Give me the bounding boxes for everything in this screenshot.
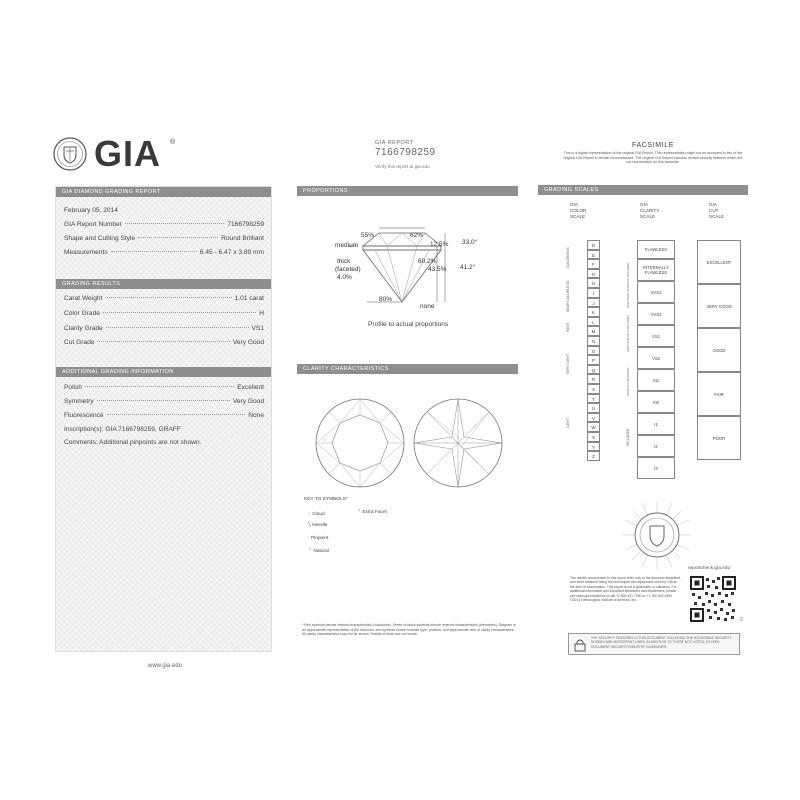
color-grade-z: Z — [587, 451, 600, 461]
clarity-grade-internally-flawless: INTERNALLY FLAWLESS — [637, 259, 675, 281]
cloud-icon: ◌ — [308, 512, 313, 517]
color-group-light: LIGHT — [566, 418, 570, 428]
prop-girdle-pct: 4.0% — [337, 274, 352, 281]
color-grade-v: V — [587, 413, 600, 423]
measurements-row: Measurements 6.45 - 6.47 x 3.89 mm — [64, 249, 264, 256]
color-scale-header: GIA COLOR SCALE — [570, 202, 587, 219]
prop-girdle-thick: thick — [337, 258, 351, 265]
svg-text:x: x — [324, 437, 326, 442]
prop-pavilion-depth: 43.5% — [428, 266, 447, 273]
key-cloud: ◌ Cloud — [308, 512, 325, 517]
logo-text: GIA — [94, 133, 162, 174]
color-grade-j: J — [587, 298, 600, 308]
needle-icon: ╲ — [308, 523, 313, 528]
color-grade-u: U — [587, 403, 600, 413]
natural-icon: ⌃ — [308, 549, 314, 554]
clarity-grade-i1: I1 — [637, 413, 675, 435]
carat-row: Carat Weight 1.01 carat — [64, 295, 264, 302]
color-grade-r: R — [587, 374, 600, 384]
prop-girdle-faceted: (faceted) — [335, 266, 361, 273]
clarity-grade-si1: SI1 — [637, 369, 675, 391]
clarity-group-i: INCLUDED — [626, 428, 630, 446]
page-mark: 2 — [740, 617, 743, 623]
extra-facet-icon: ⌃ — [357, 510, 363, 515]
facsimile-title: FACSIMILE — [632, 142, 674, 149]
clarity-grade-i2: I2 — [637, 435, 675, 457]
color-row: Color Grade H — [64, 310, 264, 317]
qr-code-icon[interactable] — [690, 576, 736, 622]
prop-star: 55% — [361, 232, 375, 239]
cut-grade-fair: FAIR — [697, 372, 741, 416]
grading-results-heading: GRADING RESULTS — [56, 279, 271, 289]
clarity-grade-vvs1: VVS1 — [637, 281, 675, 303]
color-grade-t: T — [587, 394, 600, 404]
color-grade-s: S — [587, 384, 600, 394]
report-date: February 05, 2014 — [64, 207, 118, 214]
clarity-heading: CLARITY CHARACTERISTICS — [297, 364, 518, 374]
verify-text: Verify this report at gia.edu — [375, 164, 430, 169]
report-number-row: GIA Report Number 7166798259 — [64, 221, 264, 228]
report-header-center — [350, 140, 470, 169]
proportions-heading: PROPORTIONS — [297, 186, 518, 196]
color-grade-g: G — [587, 269, 600, 279]
clarity-scale-header: GIA CLARITY SCALE — [640, 202, 660, 219]
prop-caption: Profile to actual proportions — [368, 321, 449, 328]
disclaimer: The results documented in this report refer only to the diamond described, and were obtained using the techniques and equipment used by GIA at the time of examination. This report is not a guarantee or valuation. For additional information and important limitations and disclaimers, please see www.gia.edu/terms or call +1 800 421 7250 or +1 760 603 4500. ©2014 Gemological Institute of America, Inc. — [570, 576, 682, 603]
prop-crown-height: 12.5% — [430, 241, 449, 248]
polish-row: Polish Excellent — [64, 384, 264, 391]
clarity-group-vs: VERY SLIGHTLY INCLUDED — [626, 315, 630, 352]
clarity-grade-flawless: FLAWLESS — [637, 240, 675, 259]
gia-logo — [52, 133, 182, 175]
gia-seal-large-icon — [622, 500, 692, 570]
clarity-footnote: * Red symbols denote internal characteristics (inclusions). Green or black symbols denote external characteristics (blemishes). Diagram is an approximate representation of the diamond, and symbols shown indicate type, position, and approximate size of clarity characteristics. All clarity characteristics may not be shown. Details of finish are not shown. — [302, 623, 516, 637]
clarity-grade-vs2: VS2 — [637, 347, 675, 369]
pinpoint-icon: · — [308, 536, 311, 541]
gia-seal-icon — [52, 136, 88, 172]
grading-scales-heading: GRADING SCALES — [538, 185, 748, 195]
clarity-grade-vvs2: VVS2 — [637, 303, 675, 325]
additional-info-heading: ADDITIONAL GRADING INFORMATION — [56, 367, 271, 377]
security-note: THE SECURITY FEATURES IN THIS DOCUMENT, INCLUDING THE HOLOGRAM, SECURITY SCREEN AND MICROPRINT LINES, IN ADDITION TO THOSE NOT LISTED, EXCEED DOCUMENT SECURITY INDUSTRY GUIDELINES. — [591, 636, 732, 649]
fluorescence-row: Fluorescence None — [64, 412, 264, 419]
clarity-plot-crown — [314, 397, 406, 489]
clarity-grade-si2: SI2 — [637, 391, 675, 413]
key-pinpoint: · Pinpoint — [308, 536, 329, 541]
color-group-colorless: COLORLESS — [566, 247, 570, 268]
key-needle: ╲ Needle — [308, 523, 328, 528]
clarity-grade-vs1: VS1 — [637, 325, 675, 347]
color-grade-m: M — [587, 326, 600, 336]
color-group-near-colorless: NEAR COLORLESS — [566, 280, 570, 312]
color-grade-f: F — [587, 259, 600, 269]
key-title: KEY TO SYMBOLS* — [304, 497, 348, 502]
color-grade-y: Y — [587, 442, 600, 452]
key-extra-facet: ⌃ Extra Facet — [357, 510, 387, 515]
color-grade-w: W — [587, 422, 600, 432]
comments: Comments: Additional pinpoints are not shown. — [64, 439, 202, 446]
cut-grade-poor: POOR — [697, 416, 741, 460]
color-grade-x: X — [587, 432, 600, 442]
prop-culet: none — [420, 303, 435, 310]
color-grade-e: E — [587, 250, 600, 260]
color-grade-h: H — [587, 278, 600, 288]
cut-grade-good: GOOD — [697, 328, 741, 372]
clarity-plot-pavilion — [412, 397, 504, 489]
color-grade-n: N — [587, 336, 600, 346]
color-grade-l: L — [587, 317, 600, 327]
registered-mark: ® — [170, 139, 176, 146]
clarity-row: Clarity Grade VS1 — [64, 325, 264, 332]
proportions-diagram — [297, 200, 518, 320]
color-grade-q: Q — [587, 365, 600, 375]
reportcheck-link[interactable]: reportcheck.gia.edu — [688, 566, 731, 571]
color-grade-o: O — [587, 346, 600, 356]
facsimile-block — [563, 142, 743, 165]
prop-lower-half: 80% — [379, 296, 393, 303]
grading-report-panel — [55, 186, 272, 652]
cut-scale-header: GIA CUT SCALE — [709, 202, 725, 219]
symmetry-row: Symmetry Very Good — [64, 398, 264, 405]
color-group-very-light: VERY LIGHT — [566, 353, 570, 374]
prop-pavilion-angle: 41.2° — [460, 264, 476, 271]
color-group-faint: FAINT — [566, 322, 570, 332]
lock-icon — [574, 638, 586, 652]
key-natural: ⌃ Natural — [308, 549, 329, 554]
report-title: GIA REPORT — [375, 140, 414, 146]
clarity-grade-i3: I3 — [637, 457, 675, 479]
clarity-group-si: SLIGHTLY INCLUDED — [626, 367, 630, 396]
color-grade-k: K — [587, 307, 600, 317]
prop-girdle: medium — [335, 242, 359, 249]
grading-report-heading: GIA DIAMOND GRADING REPORT — [56, 187, 271, 197]
color-grade-p: P — [587, 355, 600, 365]
clarity-group-vvs: VERY VERY SLIGHTLY INCLUDED — [626, 263, 630, 308]
facsimile-note: This is a digital representation of the original GIA Report. This representation might not be accepted in lieu of the original GIA Report in certain circumstances. The original GIA Report includes certain security features which are not reproducible on this facsimile. — [563, 151, 743, 164]
footer-website[interactable]: www.gia.edu — [148, 663, 183, 669]
security-box — [568, 633, 740, 655]
color-grade-i: I — [587, 288, 600, 298]
prop-total-depth: 60.2% — [418, 258, 437, 265]
shape-row: Shape and Cutting Style Round Brilliant — [64, 235, 264, 242]
cut-grade-very-good: VERY GOOD — [697, 284, 741, 328]
cut-row: Cut Grade Very Good — [64, 339, 264, 346]
inscriptions: Inscription(s): GIA 7166798259, GRAFF — [64, 426, 181, 433]
color-grade-d: D — [587, 240, 600, 250]
prop-crown-angle: 33.0° — [462, 239, 478, 246]
report-number: 7166798259 — [375, 147, 436, 158]
prop-table: 62% — [410, 232, 424, 239]
cut-grade-excellent: EXCELLENT — [697, 240, 741, 284]
